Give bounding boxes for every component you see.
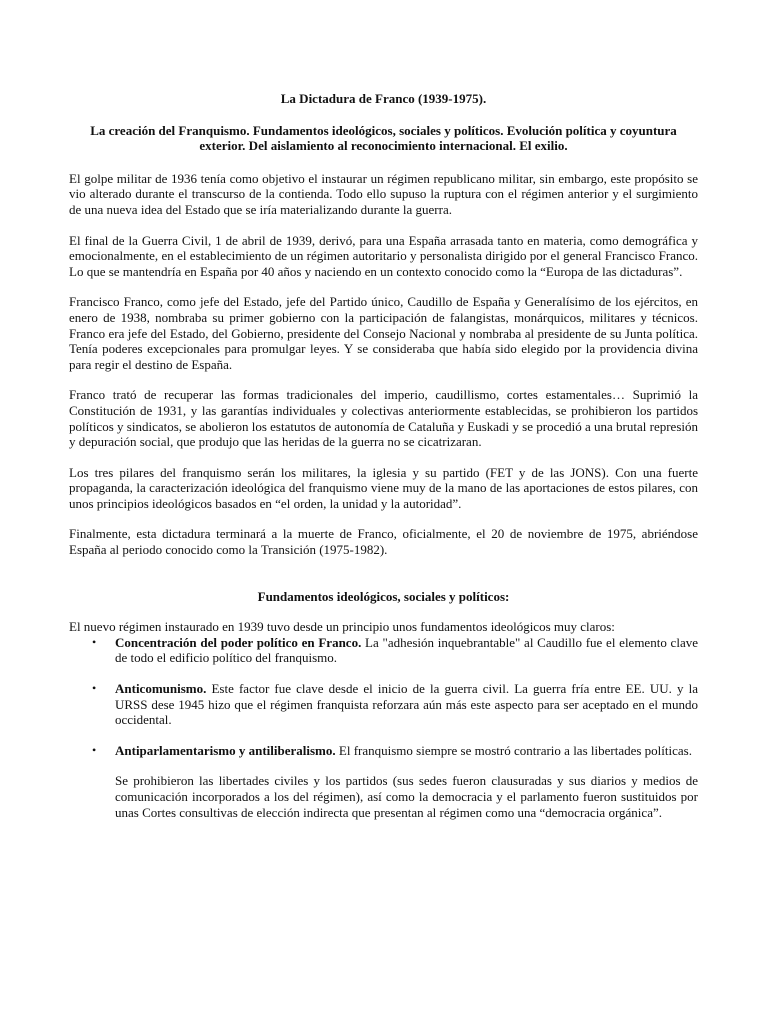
list-item-antiparlamentarismo <box>69 743 698 820</box>
paragraph-final-guerra: El final de la Guerra Civil, 1 de abril de 1939, derivó, para una España arrasada tanto en materia, como demográfica y emocionalmente, en el establecimiento de un régimen autoritario y personalista dirigido por el general Francisco Franco. Lo que se mantendría en España por 40 años y naciendo en un contexto conocido como la “Europa de las dictaduras”. <box>69 232 698 279</box>
bullet-text: El franquismo siempre se mostró contrario a las libertades políticas. <box>335 742 692 758</box>
document-title: La Dictadura de Franco (1939-1975). <box>280 91 487 106</box>
bullet-term: Anticomunismo. <box>115 681 207 697</box>
paragraph-golpe-militar: El golpe militar de 1936 tenía como objetivo el instaurar un régimen republicano militar, sin embargo, este propósito se vio alterado durante el transcurso de la contienda. Todo ello supuso la ruptura con el régimen anterior y el surgimiento de una nueva idea del Estado que se iría materializando durante la guerra. <box>69 170 698 217</box>
fundamentos-list <box>69 635 698 820</box>
section-title: Fundamentos ideológicos, sociales y políticos: <box>257 588 510 604</box>
list-item-concentracion-poder <box>69 635 698 666</box>
bullet-text: Este factor fue clave desde el inicio de la guerra civil. La guerra fría entre EE. UU. y la URSS dese 1945 hizo que el régimen franquista reforzara aún más este aspecto para ser aceptado en el mundo occidental. <box>115 681 698 728</box>
paragraph-tres-pilares: Los tres pilares del franquismo serán los militares, la iglesia y su partido (FET y de las JONS). Con una fuerte propaganda, la caracterización ideológica del franquismo viene muy de la mano de las aportaciones de estos pilares, con unos principios ideológicos basados en “el orden, la unidad y la autoridad”. <box>69 464 698 511</box>
document-subtitle: La creación del Franquismo. Fundamentos ideológicos, sociales y políticos. Evolución política y coyuntura exterior. Del aislamiento al reconocimiento internacional. El exilio. <box>90 122 677 154</box>
bullet-extra-paragraph: Se prohibieron las libertades civiles y los partidos (sus sedes fueron clausuradas y sus diarios y medios de comunicación incorporados a los del régimen), así como la democracia y el parlamento fueron sustituidos por unas Cortes consultivas de elección indirecta que presentan al régimen como una “democracia orgánica”. <box>115 773 698 820</box>
paragraph-finalmente: Finalmente, esta dictadura terminará a la muerte de Franco, oficialmente, el 20 de noviembre de 1975, abriéndose España al periodo conocido como la Transición (1975-1982). <box>69 526 698 558</box>
paragraph-francisco-franco: Francisco Franco, como jefe del Estado, jefe del Partido único, Caudillo de España y Generalísimo de los ejércitos, en enero de 1938, nombraba su primer gobierno con la participación de falangistas, monárquicos, militares y técnicos. Franco era jefe del Estado, del Gobierno, presidente del Consejo Nacional y nombraba al presidente de su Junta política. Tenía poderes excepcionales para promulgar leyes. Y se consideraba que había sido elegido por la providencia divina para regir el destino de España. <box>69 294 698 372</box>
bullet-icon: • <box>92 634 97 649</box>
bullet-term: Concentración del poder político en Franco. <box>115 634 362 650</box>
paragraph-formas-tradicionales: Franco trató de recuperar las formas tradicionales del imperio, caudillismo, cortes estamentales… Suprimió la Constitución de 1931, y las garantías individuales y colectivas anteriormente establecidas, se prohibieron los partidos políticos y sindicatos, se abolieron los estatutos de autonomía de Cataluña y Euskadi y se procedió a una brutal represión y depuración social, que produjo que las heridas de la guerra no se cicatrizaran. <box>69 387 698 450</box>
bullet-icon: • <box>92 742 97 757</box>
bullet-term: Antiparlamentarismo y antiliberalismo. <box>115 742 336 758</box>
bullet-icon: • <box>92 681 97 696</box>
section-intro: El nuevo régimen instaurado en 1939 tuvo desde un principio unos fundamentos ideológicos muy claros: <box>69 619 615 635</box>
list-item-anticomunismo <box>69 681 698 728</box>
document-page <box>69 91 698 835</box>
bullet-text: La "adhesión inquebrantable" al Caudillo fue el elemento clave de todo el edificio político del franquismo. <box>115 634 698 666</box>
